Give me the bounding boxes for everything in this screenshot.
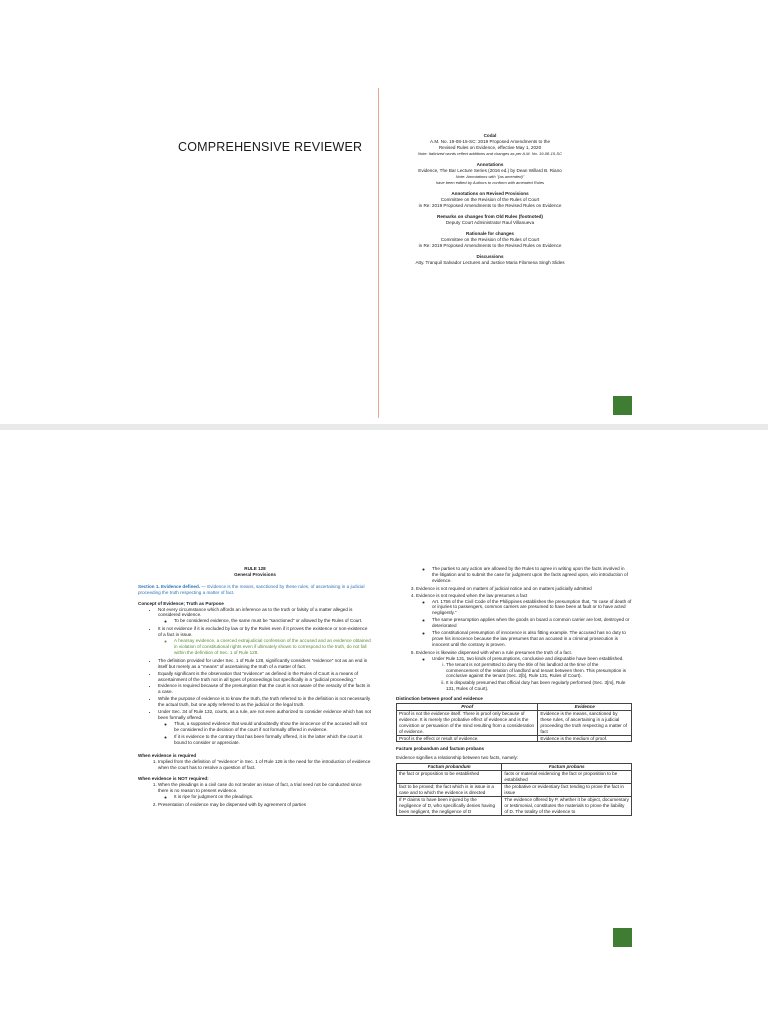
section-label: Section 1. Evidence defined. xyxy=(138,583,201,589)
annotations-note-1: Note: Annotations with "(as amended)" xyxy=(455,174,525,179)
table-header: Evidence xyxy=(538,704,632,711)
factum-intro: Evidence signifies a relationship between two facts, namely: xyxy=(396,755,519,761)
right-column xyxy=(396,566,632,819)
revised-provisions-line-1: Committee on the Revision of the Rules of Court xyxy=(440,197,540,202)
annotations-heading: Annotations xyxy=(476,162,504,167)
table-row xyxy=(397,771,632,784)
table-cell: If P claims to have been injured by the negligence of D, who specifically denies having been negligent, the negligence of D xyxy=(397,796,502,815)
list-item: ◦ If it is evidence to the contrary that has been formally offered, it is the latter which the court is bound to consider or appreciate. xyxy=(174,734,372,746)
codal-heading: Codal xyxy=(483,133,497,138)
concept-heading: Concept of Evidence; Truth as Purpose xyxy=(138,600,224,606)
list-item: ii. It is disputably presumed that official duty has been regularly performed (Sec. 3[m], Rule 131, Rules of Court). xyxy=(446,680,632,692)
rule-page xyxy=(0,430,768,1024)
reviewer-title: COMPREHENSIVE REVIEWER xyxy=(178,140,363,154)
list-item: 1. When the pleadings in a civil case do not tender an issue of fact, a trial need not be conducted since there is no reason to present evidence. ◦ It is ripe for judgment on the pleadings. xyxy=(158,782,372,800)
remarks-heading: Remarks on changes from Old Rules (footnoted) xyxy=(437,214,543,219)
rule-subtitle: General Provisions xyxy=(234,571,276,577)
table-cell: The evidence offered by P, whether it be object, documentary or testimonial, constitutes the materials to prove the liability of D. The totality of the evidence to xyxy=(502,796,632,815)
concept-list xyxy=(138,607,372,746)
page-marker-square xyxy=(613,928,632,947)
list-item: 5. Evidence is likewise dispensed with when a rule presumes the truth of a fact. ◦ Under Rule 131, two kinds of presumptions, conclusive and disputable have been established. i. The tenant is not permitted to deny the title of his landlord at the time of the commencement of the relation of landlord and tenant between them. This presumption is conclusive against the tenant (Sec. 2[b], Rule 131, Rules of Court). ii. It is disputably presumed that official duty has been regularly performed (Sec. 3[m], Rule 131, Rules of Court). xyxy=(416,650,632,692)
list-item: • While the purpose of evidence is to know the truth, the truth referred to in the definition is not necessarily the actual truth, but one aptly referred to as the judicial or the legal truth. xyxy=(158,696,372,708)
list-item: • Not every circumstance which affords an inference as to the truth or falsity of a matter alleged is considered evidence. ◦ To be considered evidence, the same must be "sanctioned" or allowed by the Rules of Court. xyxy=(158,607,372,625)
factum-table xyxy=(396,763,632,815)
not-required-list-continued xyxy=(396,586,632,692)
remarks-line: Deputy Court Administrator Raul Villanueva xyxy=(445,220,535,225)
list-item: ◦ Thus, a supposed evidence that would undoubtedly show the innocence of the accused will not be considered in the decision of the court if not formally offered in evidence. xyxy=(174,721,372,733)
table-cell: Evidence is the medium of proof. xyxy=(538,735,632,742)
table-cell: the probative or evidentiary fact tending to prove the fact in issue xyxy=(502,784,632,797)
discussions-heading: Discussions xyxy=(476,254,504,259)
table-cell: Evidence is the means, sanctioned by these rules, of ascertaining in a judicial proceeding the truth respecting a matter of fact xyxy=(538,710,632,735)
required-heading: When evidence is required xyxy=(138,753,197,759)
table-row xyxy=(397,784,632,797)
left-column xyxy=(138,566,372,810)
table-cell: Proof is the effect or result of evidence. xyxy=(397,735,538,742)
table-header: Factum probans xyxy=(502,764,632,771)
list-item: ◦ The constitutional presumption of innocence is also fitting example. The accused has no duty to prove his innocence because the law presumes that an accused in a criminal prosecution is innocent until the contrary is proven. xyxy=(432,630,632,648)
page-marker-square xyxy=(613,396,632,415)
table-header: Factum probandum xyxy=(397,764,502,771)
list-item: • Equally significant is the observation that "evidence" as defined in the Rules of Court is a means of ascertainment of the truth not in all types of proceedings but specifically in a "judicial proceeding." xyxy=(158,671,372,683)
list-item: 3. Evidence is not required on matters of judicial notice and on matters judicially admitted xyxy=(416,586,632,592)
cover-page xyxy=(0,0,768,424)
rule-title: RULE 128 xyxy=(244,566,266,571)
sources-block xyxy=(398,128,582,266)
list-item: ◦ A hearsay evidence, a coerced extrajudicial confession of the accused and an evidence obtained in violation of constitutional rights even if ultimately shown to correspond to the truth, do not fall within the definition of Sec. 1 of Rule 128. xyxy=(174,638,372,656)
list-item: • Evidence is required because of the presumption that the court is not aware of the veracity of the facts in a case. xyxy=(158,683,372,695)
table-cell: facts or material evidencing the fact or proposition to be established xyxy=(502,771,632,784)
vertical-divider xyxy=(378,88,379,418)
list-item: 4. Evidence is not required when the law presumes a fact ◦ Art. 1756 of the Civil Code of the Philippines establishes the presumption that, "In case of death of or injuries to passengers, common carriers are presumed to have been at fault or to have acted negligently." ◦ The same presumption applies when the goods on board a common carrier are lost, destroyed or deteriorated ◦ The constitutional presumption of innocence is also fitting example. The accused has no duty to prove his innocence because the law presumes that an accused in a criminal prosecution is innocent until the contrary is proven. xyxy=(416,593,632,648)
table-header: Proof xyxy=(397,704,538,711)
list-item: i. The tenant is not permitted to deny the title of his landlord at the time of the commencement of the relation of landlord and tenant between them. This presumption is conclusive against the tenant (Sec. 2[b], Rule 131, Rules of Court). xyxy=(446,662,632,680)
revised-provisions-line-2: in Re: 2019 Proposed Amendments to the Revised Rules on Evidence xyxy=(418,203,562,208)
agreement-sublist xyxy=(396,566,632,584)
table-cell: the fact or proposition to be established xyxy=(397,771,502,784)
section-1 xyxy=(138,584,372,596)
distinction-heading: Distinction between proof and evidence xyxy=(396,696,483,702)
proof-evidence-table xyxy=(396,703,632,742)
factum-heading: Factum probandum and factum probans xyxy=(396,746,485,752)
list-item: • The definition provided for under Sec. 1 of Rule 128, significantly considers "evidence" not as an end in itself but merely as a "means" of ascertaining the truth of a matter of fact. xyxy=(158,658,372,670)
list-item: ◦ Art. 1756 of the Civil Code of the Philippines establishes the presumption that, "In case of death of or injuries to passengers, common carriers are presumed to have been at fault or to have acted negligently." xyxy=(432,599,632,617)
table-row xyxy=(397,796,632,815)
list-item: ◦ To be considered evidence, the same must be "sanctioned" or allowed by the Rules of Court. xyxy=(174,618,372,624)
section-text: — Evidence is the means, sanctioned by these rules, of ascertaining in a judicial proceeding the truth respecting a matter of fact. xyxy=(138,583,365,595)
list-item: 1. Implied from the definition of "evidence" in Sec. 1 of Rule 128 is the need for the introduction of evidence when the court has to resolve a question of fact. xyxy=(158,759,372,771)
not-required-heading: When evidence is NOT required: xyxy=(138,776,209,782)
list-item: • It is not evidence if it is excluded by law or by the Rules even if it proves the existence or non-existence of a fact in issue. ◦ A hearsay evidence, a coerced extrajudicial confession of the accused and an evidence obtained in violation of constitutional rights even if ultimately shown to correspond to the truth, do not fall within the definition of Sec. 1 of Rule 128. xyxy=(158,626,372,656)
rationale-line-1: Committee on the Revision of the Rules of Court xyxy=(440,237,540,242)
rationale-line-2: in Re: 2019 Proposed Amendments to the Revised Rules on Evidence xyxy=(418,243,562,248)
list-item: 2. Presentation of evidence may be dispensed with by agreement of parties xyxy=(158,802,372,808)
not-required-list xyxy=(138,782,372,808)
codal-line-2: Revised Rules on Evidence, effective May 1, 2020 xyxy=(438,145,542,150)
list-item: ◦ It is ripe for judgment on the pleadings. xyxy=(174,794,372,800)
list-item: ◦ Under Rule 131, two kinds of presumptions, conclusive and disputable have been established. i. The tenant is not permitted to deny the title of his landlord at the time of the commencement of the relation of landlord and tenant between them. This presumption is conclusive against the tenant (Sec. 2[b], Rule 131, Rules of Court). ii. It is disputably presumed that official duty has been regularly performed (Sec. 3[m], Rule 131, Rules of Court). xyxy=(432,656,632,692)
table-cell: Proof is not the evidence itself. There is proof only because of evidence. It is merely the probative effect of evidence and is the conviction or persuasion of the mind resulting from a consideration of evidence. xyxy=(397,710,538,735)
list-item: ◦ The same presumption applies when the goods on board a common carrier are lost, destroyed or deteriorated xyxy=(432,617,632,629)
list-item: ◦ The parties to any action are allowed by the Rules to agree in writing upon the facts involved in the litigation and to submit the case for judgment upon the facts agreed upon, w/o introduction of evidence. xyxy=(432,566,632,584)
codal-note: Note: Italicized words reflect additions and changes as per A.M. No. 19-08-15-SC xyxy=(418,151,562,156)
annotations-line: Evidence, The Bar Lecture Series (2016 ed.) by Dean Willard B. Riano xyxy=(418,168,562,173)
rationale-heading: Rationale for changes xyxy=(466,231,514,236)
revised-provisions-heading: Annotations on Revised Provisions xyxy=(451,191,529,196)
required-list xyxy=(138,759,372,771)
table-row xyxy=(397,710,632,735)
list-item: • Under Sec. 34 of Rule 132, courts, as a rule, are not even authorized to consider evidence which has not been formally offered. ◦ Thus, a supposed evidence that would undoubtedly show the innocence of the accused will not be considered in the decision of the court if not formally offered in evidence. ◦ If it is evidence to the contrary that has been formally offered, it is the latter which the court is bound to consider or appreciate. xyxy=(158,709,372,745)
codal-line-1: A.M. No. 19-08-15-SC: 2019 Proposed Amendments to the xyxy=(429,139,550,144)
discussions-line: Atty. Tranquil Salvador Lectures and Justice Maria Filomena Singh Slides xyxy=(415,260,565,265)
table-cell: fact to be proved; the fact which is in issue in a case and to which the evidence is directed xyxy=(397,784,502,797)
annotations-note-2: have been edited by Authors to conform with amended Rules xyxy=(435,180,545,185)
table-row xyxy=(397,735,632,742)
